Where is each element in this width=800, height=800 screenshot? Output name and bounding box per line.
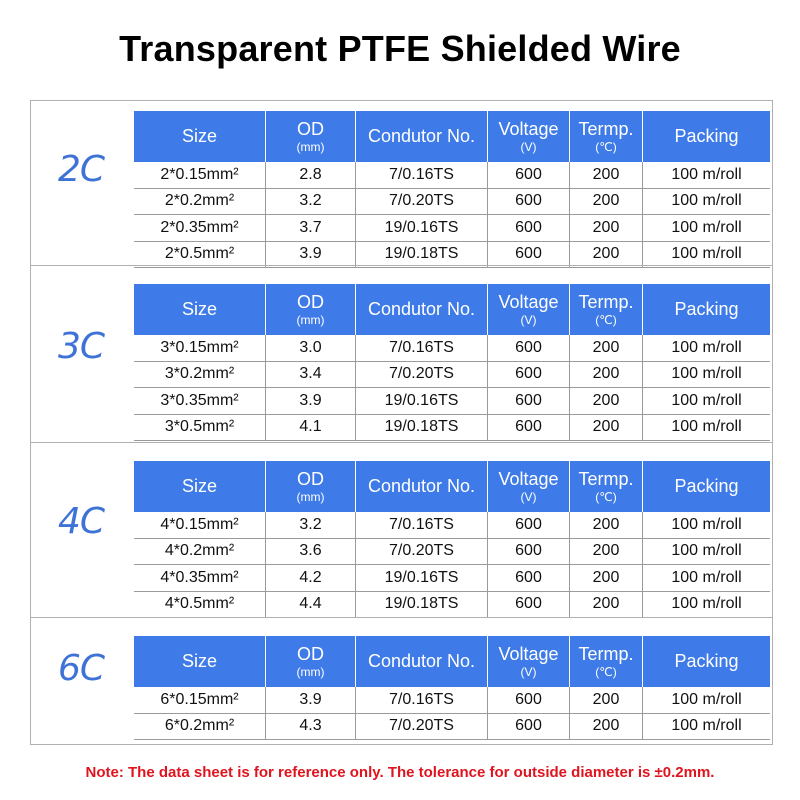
voltage-cell: 600 xyxy=(488,242,570,268)
temp-cell: 200 xyxy=(570,687,643,713)
size-cell: 3*0.5mm² xyxy=(134,415,266,441)
section-2c xyxy=(31,101,772,265)
header-temperature-unit: (℃) xyxy=(595,664,617,679)
conductor-cell: 19/0.16TS xyxy=(356,215,488,241)
temp-cell: 200 xyxy=(570,565,643,591)
table-header xyxy=(134,111,770,162)
temp-cell: 200 xyxy=(570,189,643,215)
header-size-label: Size xyxy=(181,299,217,320)
packing-cell: 100 m/roll xyxy=(671,391,742,409)
conductor-cell: 19/0.18TS xyxy=(356,415,488,441)
header-od xyxy=(266,111,356,162)
header-packing xyxy=(643,636,770,687)
header-od-label: OD xyxy=(297,643,324,664)
header-od-label: OD xyxy=(297,118,324,139)
temp-cell: 200 xyxy=(570,539,643,565)
header-packing-label: Packing xyxy=(674,476,739,497)
header-od-unit: (mm) xyxy=(296,489,325,504)
core-count-label: 3C xyxy=(57,326,105,367)
size-cell: 4*0.35mm² xyxy=(134,565,266,591)
table-row xyxy=(134,687,770,714)
voltage-cell: 600 xyxy=(488,687,570,713)
size-cell: 4*0.5mm² xyxy=(134,592,266,618)
voltage-cell: 600 xyxy=(488,162,570,188)
header-packing xyxy=(643,284,770,335)
section-6c xyxy=(31,617,772,746)
od-cell: 3.0 xyxy=(266,335,356,361)
voltage-cell: 600 xyxy=(488,565,570,591)
section-3c xyxy=(31,265,772,442)
packing-cell: 100 m/roll xyxy=(671,338,742,356)
packing-cell: 100 m/roll xyxy=(671,192,742,210)
temp-cell: 200 xyxy=(570,242,643,268)
conductor-cell: 19/0.18TS xyxy=(356,592,488,618)
od-cell: 3.9 xyxy=(266,388,356,414)
size-cell: 4*0.2mm² xyxy=(134,539,266,565)
header-conductor xyxy=(356,284,488,335)
size-cell: 6*0.2mm² xyxy=(134,714,266,740)
header-od-label: OD xyxy=(297,468,324,489)
od-cell: 3.6 xyxy=(266,539,356,565)
header-od xyxy=(266,636,356,687)
header-conductor-label: Condutor No. xyxy=(367,299,476,320)
voltage-cell: 600 xyxy=(488,714,570,740)
header-temperature-label: Termp. xyxy=(578,291,634,312)
table-header xyxy=(134,636,770,687)
size-cell: 6*0.15mm² xyxy=(134,687,266,713)
header-packing-label: Packing xyxy=(674,126,739,147)
od-cell: 3.9 xyxy=(266,687,356,713)
size-cell: 3*0.35mm² xyxy=(134,388,266,414)
table-row xyxy=(134,565,770,592)
size-cell: 3*0.15mm² xyxy=(134,335,266,361)
header-voltage-label: Voltage xyxy=(498,291,559,312)
size-cell: 2*0.15mm² xyxy=(134,162,266,188)
voltage-cell: 600 xyxy=(488,512,570,538)
conductor-cell: 7/0.16TS xyxy=(356,687,488,713)
conductor-cell: 7/0.16TS xyxy=(356,162,488,188)
temp-cell: 200 xyxy=(570,512,643,538)
header-size-label: Size xyxy=(181,476,217,497)
header-temperature-label: Termp. xyxy=(578,468,634,489)
header-od-label: OD xyxy=(297,291,324,312)
conductor-cell: 19/0.18TS xyxy=(356,242,488,268)
header-voltage xyxy=(488,111,570,162)
header-temperature xyxy=(570,284,643,335)
packing-cell: 100 m/roll xyxy=(671,245,742,263)
packing-cell: 100 m/roll xyxy=(671,218,742,236)
conductor-cell: 7/0.20TS xyxy=(356,362,488,388)
header-voltage-label: Voltage xyxy=(498,468,559,489)
header-size xyxy=(134,636,266,687)
od-cell: 4.4 xyxy=(266,592,356,618)
table-header xyxy=(134,461,770,512)
conductor-cell: 19/0.16TS xyxy=(356,388,488,414)
header-temperature xyxy=(570,461,643,512)
od-cell: 3.4 xyxy=(266,362,356,388)
packing-cell: 100 m/roll xyxy=(671,365,742,383)
size-cell: 4*0.15mm² xyxy=(134,512,266,538)
table-row xyxy=(134,388,770,415)
table-row xyxy=(134,539,770,566)
table-row xyxy=(134,512,770,539)
temp-cell: 200 xyxy=(570,162,643,188)
core-count-label: 2C xyxy=(57,149,105,190)
header-conductor-label: Condutor No. xyxy=(367,651,476,672)
temp-cell: 200 xyxy=(570,362,643,388)
size-cell: 2*0.2mm² xyxy=(134,189,266,215)
table-row xyxy=(134,189,770,216)
header-conductor xyxy=(356,111,488,162)
table-row xyxy=(134,714,770,741)
packing-cell: 100 m/roll xyxy=(671,418,742,436)
header-od-unit: (mm) xyxy=(296,139,325,154)
od-cell: 4.1 xyxy=(266,415,356,441)
header-size xyxy=(134,461,266,512)
table-row xyxy=(134,335,770,362)
table-row xyxy=(134,592,770,619)
header-temperature-unit: (℃) xyxy=(595,139,617,154)
header-size-label: Size xyxy=(181,651,217,672)
od-cell: 3.2 xyxy=(266,512,356,538)
header-od-unit: (mm) xyxy=(296,664,325,679)
conductor-cell: 19/0.16TS xyxy=(356,565,488,591)
spec-table-frame xyxy=(30,100,773,745)
header-od xyxy=(266,284,356,335)
conductor-cell: 7/0.20TS xyxy=(356,539,488,565)
od-cell: 4.2 xyxy=(266,565,356,591)
temp-cell: 200 xyxy=(570,415,643,441)
table-row xyxy=(134,415,770,442)
header-od-unit: (mm) xyxy=(296,312,325,327)
header-temperature-unit: (℃) xyxy=(595,312,617,327)
voltage-cell: 600 xyxy=(488,335,570,361)
header-voltage-label: Voltage xyxy=(498,643,559,664)
header-temperature xyxy=(570,636,643,687)
table-header xyxy=(134,284,770,335)
temp-cell: 200 xyxy=(570,215,643,241)
core-count-label: 4C xyxy=(57,501,105,542)
header-temperature-label: Termp. xyxy=(578,118,634,139)
header-temperature-label: Termp. xyxy=(578,643,634,664)
header-voltage-unit: (V) xyxy=(520,664,537,679)
packing-cell: 100 m/roll xyxy=(671,542,742,560)
temp-cell: 200 xyxy=(570,335,643,361)
packing-cell: 100 m/roll xyxy=(671,595,742,613)
size-cell: 2*0.5mm² xyxy=(134,242,266,268)
od-cell: 3.9 xyxy=(266,242,356,268)
table-row xyxy=(134,215,770,242)
header-packing xyxy=(643,111,770,162)
od-cell: 4.3 xyxy=(266,714,356,740)
header-voltage xyxy=(488,461,570,512)
page-title: Transparent PTFE Shielded Wire xyxy=(119,28,681,69)
conductor-cell: 7/0.16TS xyxy=(356,335,488,361)
table-row xyxy=(134,162,770,189)
header-conductor xyxy=(356,636,488,687)
od-cell: 3.2 xyxy=(266,189,356,215)
header-voltage xyxy=(488,284,570,335)
header-voltage-unit: (V) xyxy=(520,139,537,154)
voltage-cell: 600 xyxy=(488,539,570,565)
header-od xyxy=(266,461,356,512)
temp-cell: 200 xyxy=(570,592,643,618)
section-4c xyxy=(31,442,772,617)
header-conductor-label: Condutor No. xyxy=(367,476,476,497)
size-cell: 3*0.2mm² xyxy=(134,362,266,388)
header-conductor xyxy=(356,461,488,512)
voltage-cell: 600 xyxy=(488,362,570,388)
voltage-cell: 600 xyxy=(488,215,570,241)
header-size xyxy=(134,111,266,162)
header-voltage-unit: (V) xyxy=(520,312,537,327)
conductor-cell: 7/0.20TS xyxy=(356,189,488,215)
header-packing-label: Packing xyxy=(674,651,739,672)
header-packing xyxy=(643,461,770,512)
voltage-cell: 600 xyxy=(488,592,570,618)
od-cell: 2.8 xyxy=(266,162,356,188)
header-packing-label: Packing xyxy=(674,299,739,320)
size-cell: 2*0.35mm² xyxy=(134,215,266,241)
table-row xyxy=(134,362,770,389)
header-voltage xyxy=(488,636,570,687)
header-voltage-label: Voltage xyxy=(498,118,559,139)
header-voltage-unit: (V) xyxy=(520,489,537,504)
conductor-cell: 7/0.20TS xyxy=(356,714,488,740)
temp-cell: 200 xyxy=(570,388,643,414)
header-temperature xyxy=(570,111,643,162)
packing-cell: 100 m/roll xyxy=(671,690,742,708)
conductor-cell: 7/0.16TS xyxy=(356,512,488,538)
voltage-cell: 600 xyxy=(488,388,570,414)
packing-cell: 100 m/roll xyxy=(671,165,742,183)
packing-cell: 100 m/roll xyxy=(671,568,742,586)
core-count-label: 6C xyxy=(57,648,105,689)
temp-cell: 200 xyxy=(570,714,643,740)
od-cell: 3.7 xyxy=(266,215,356,241)
header-conductor-label: Condutor No. xyxy=(367,126,476,147)
header-size-label: Size xyxy=(181,126,217,147)
voltage-cell: 600 xyxy=(488,189,570,215)
packing-cell: 100 m/roll xyxy=(671,515,742,533)
packing-cell: 100 m/roll xyxy=(671,717,742,735)
voltage-cell: 600 xyxy=(488,415,570,441)
reference-note: Note: The data sheet is for reference only. The tolerance for outside diameter is ±0.2mm. xyxy=(85,764,715,781)
header-size xyxy=(134,284,266,335)
header-temperature-unit: (℃) xyxy=(595,489,617,504)
